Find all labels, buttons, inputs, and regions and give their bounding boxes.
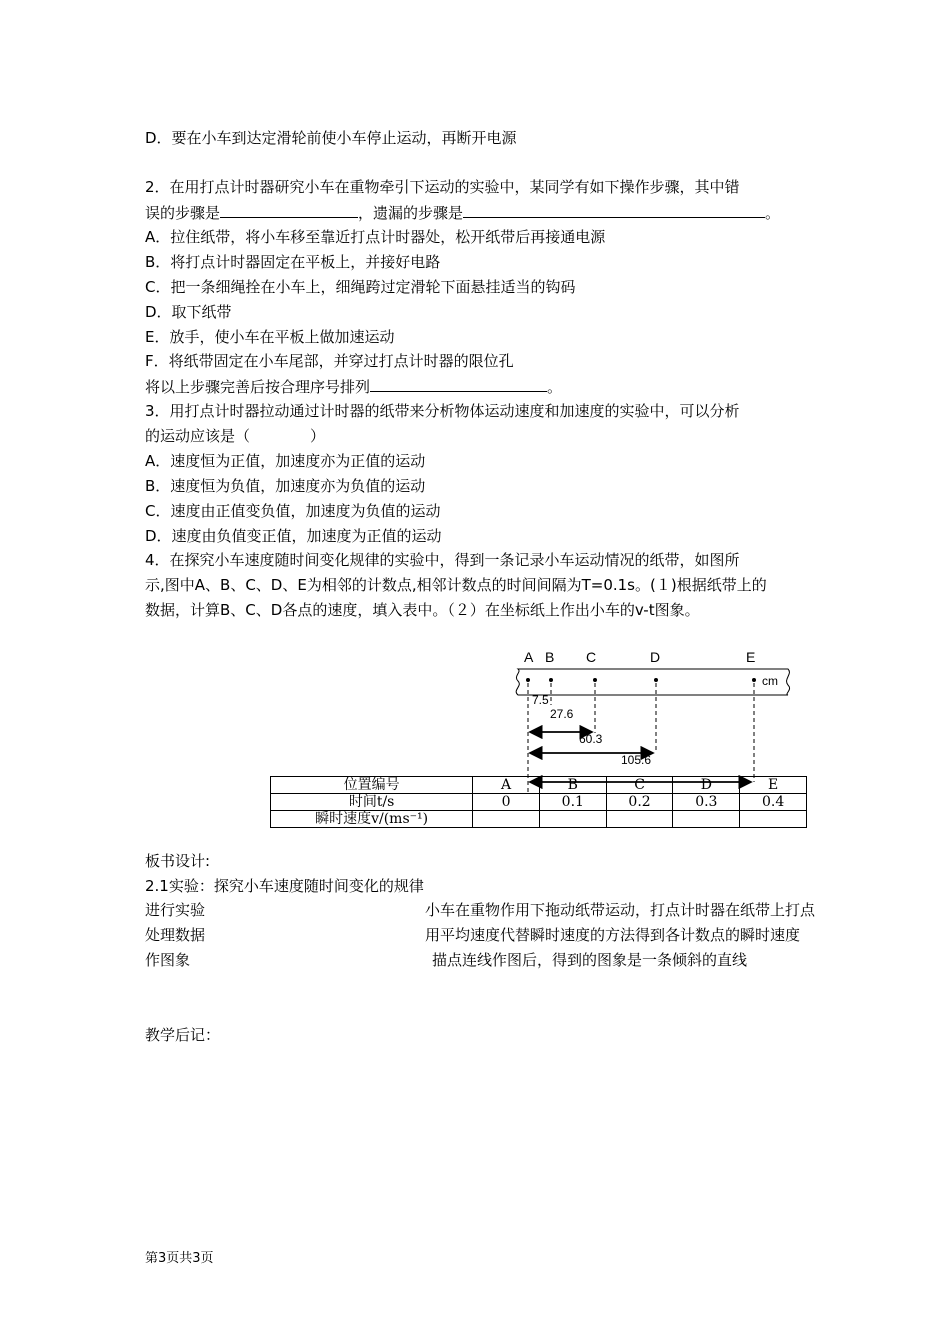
board-row: 作图象 描点连线作图后，得到的图象是一条倾斜的直线 [145, 951, 748, 969]
distance-ab: 7.5 [532, 693, 549, 707]
tape-dot-c [593, 678, 597, 682]
q3-stem-line2: 的运动应该是（ ） [145, 427, 326, 445]
q2-stem-line2: 误的步骤是 ，遗漏的步骤是 。 [145, 204, 781, 222]
afterword: 教学后记： [145, 1026, 221, 1044]
q2-option-e: E．放手，使小车在平板上做加速运动 [145, 328, 395, 346]
q2-missing-step-blank[interactable] [463, 202, 765, 218]
q2-order-blank[interactable] [370, 376, 547, 392]
tape-label-b: B [545, 649, 555, 665]
board-title: 2.1实验：探究小车速度随时间变化的规律 [145, 877, 424, 895]
q2-missing-step-label: ，遗漏的步骤是 [358, 204, 464, 222]
q4-stem-line2: 示,图中A、B、C、D、E为相邻的计数点,相邻计数点的时间间隔为T=0.1s。(１)根据纸带上的 [145, 576, 767, 594]
board-row: 进行实验 小车在重物作用下拖动纸带运动，打点计时器在纸带上打点 [145, 901, 816, 919]
distance-ae: 105.6 [621, 753, 652, 767]
tape-unit: cm [762, 674, 778, 688]
table-row [271, 811, 807, 828]
q2-wrong-steps-blank[interactable] [220, 202, 358, 218]
q3-option-c: C．速度由正值变负值，加速度为负值的运动 [145, 502, 441, 520]
table-row: 时间t/s 0 0.1 0.2 0.3 0.4 [271, 794, 807, 811]
distance-ad: 60.3 [579, 732, 603, 746]
tape-label-d: D [650, 649, 661, 665]
velocity-table [270, 776, 807, 828]
tape-dot-a [526, 678, 530, 682]
distance-ac: 27.6 [550, 707, 574, 721]
tape-label-e: E [746, 649, 756, 665]
board-row: 处理数据 用平均速度代替瞬时速度的方法得到各计数点的瞬时速度 [145, 926, 801, 944]
tape-dot-b [549, 678, 553, 682]
q2-option-d: D．取下纸带 [145, 303, 232, 321]
page-footer: 第3页共3页 [145, 1251, 214, 1266]
q4-stem-line3: 数据，计算B、C、D各点的速度，填入表中。（２）在坐标纸上作出小车的v-t图象。 [145, 601, 700, 619]
q2-wrong-steps-label: 误的步骤是 [145, 204, 221, 222]
row-label-time: 时间t/s [271, 794, 473, 811]
q3-option-b: B．速度恒为负值，加速度亦为负值的运动 [145, 477, 426, 495]
velocity-cell-a[interactable] [473, 811, 540, 828]
velocity-cell-c[interactable] [606, 811, 673, 828]
velocity-cell-e[interactable] [740, 811, 807, 828]
tape-dot-d [654, 678, 658, 682]
tape-label-a: A [524, 649, 534, 665]
tape-outline [516, 669, 789, 695]
q2-option-c: C．把一条细绳拴在小车上，细绳跨过定滑轮下面悬挂适当的钩码 [145, 278, 576, 296]
q2-option-a: A．拉住纸带，将小车移至靠近打点计时器处，松开纸带后再接通电源 [145, 228, 606, 246]
board-heading: 板书设计: [145, 852, 211, 870]
q3-option-a: A．速度恒为正值，加速度亦为正值的运动 [145, 452, 426, 470]
q2-order-line: 将以上步骤完善后按合理序号排列 。 [145, 378, 563, 396]
tape-dot-e [752, 678, 756, 682]
velocity-cell-b[interactable] [539, 811, 606, 828]
table-row: 位置编号 A B C D E [271, 777, 807, 794]
q2-option-f: F．将纸带固定在小车尾部，并穿过打点计时器的限位孔 [145, 352, 514, 370]
row-label-velocity: 瞬时速度v/(ms⁻¹) [271, 811, 473, 828]
q3-stem-line1: 3．用打点计时器拉动通过计时器的纸带来分析物体运动速度和加速度的实验中，可以分析 [145, 402, 740, 420]
velocity-cell-d[interactable] [673, 811, 740, 828]
q2-stem-line1: 2．在用打点计时器研究小车在重物牵引下运动的实验中，某同学有如下操作步骤，其中错 [145, 178, 740, 196]
tape-label-c: C [586, 649, 597, 665]
row-label-position: 位置编号 [271, 777, 473, 794]
q3-option-d: D．速度由负值变正值，加速度为正值的运动 [145, 527, 442, 545]
q1-option-d: D．要在小车到达定滑轮前使小车停止运动，再断开电源 [145, 129, 517, 147]
q2-option-b: B．将打点计时器固定在平板上，并接好电路 [145, 253, 441, 271]
q4-stem-line1: 4．在探究小车速度随时间变化规律的实验中，得到一条记录小车运动情况的纸带，如图所 [145, 551, 740, 569]
